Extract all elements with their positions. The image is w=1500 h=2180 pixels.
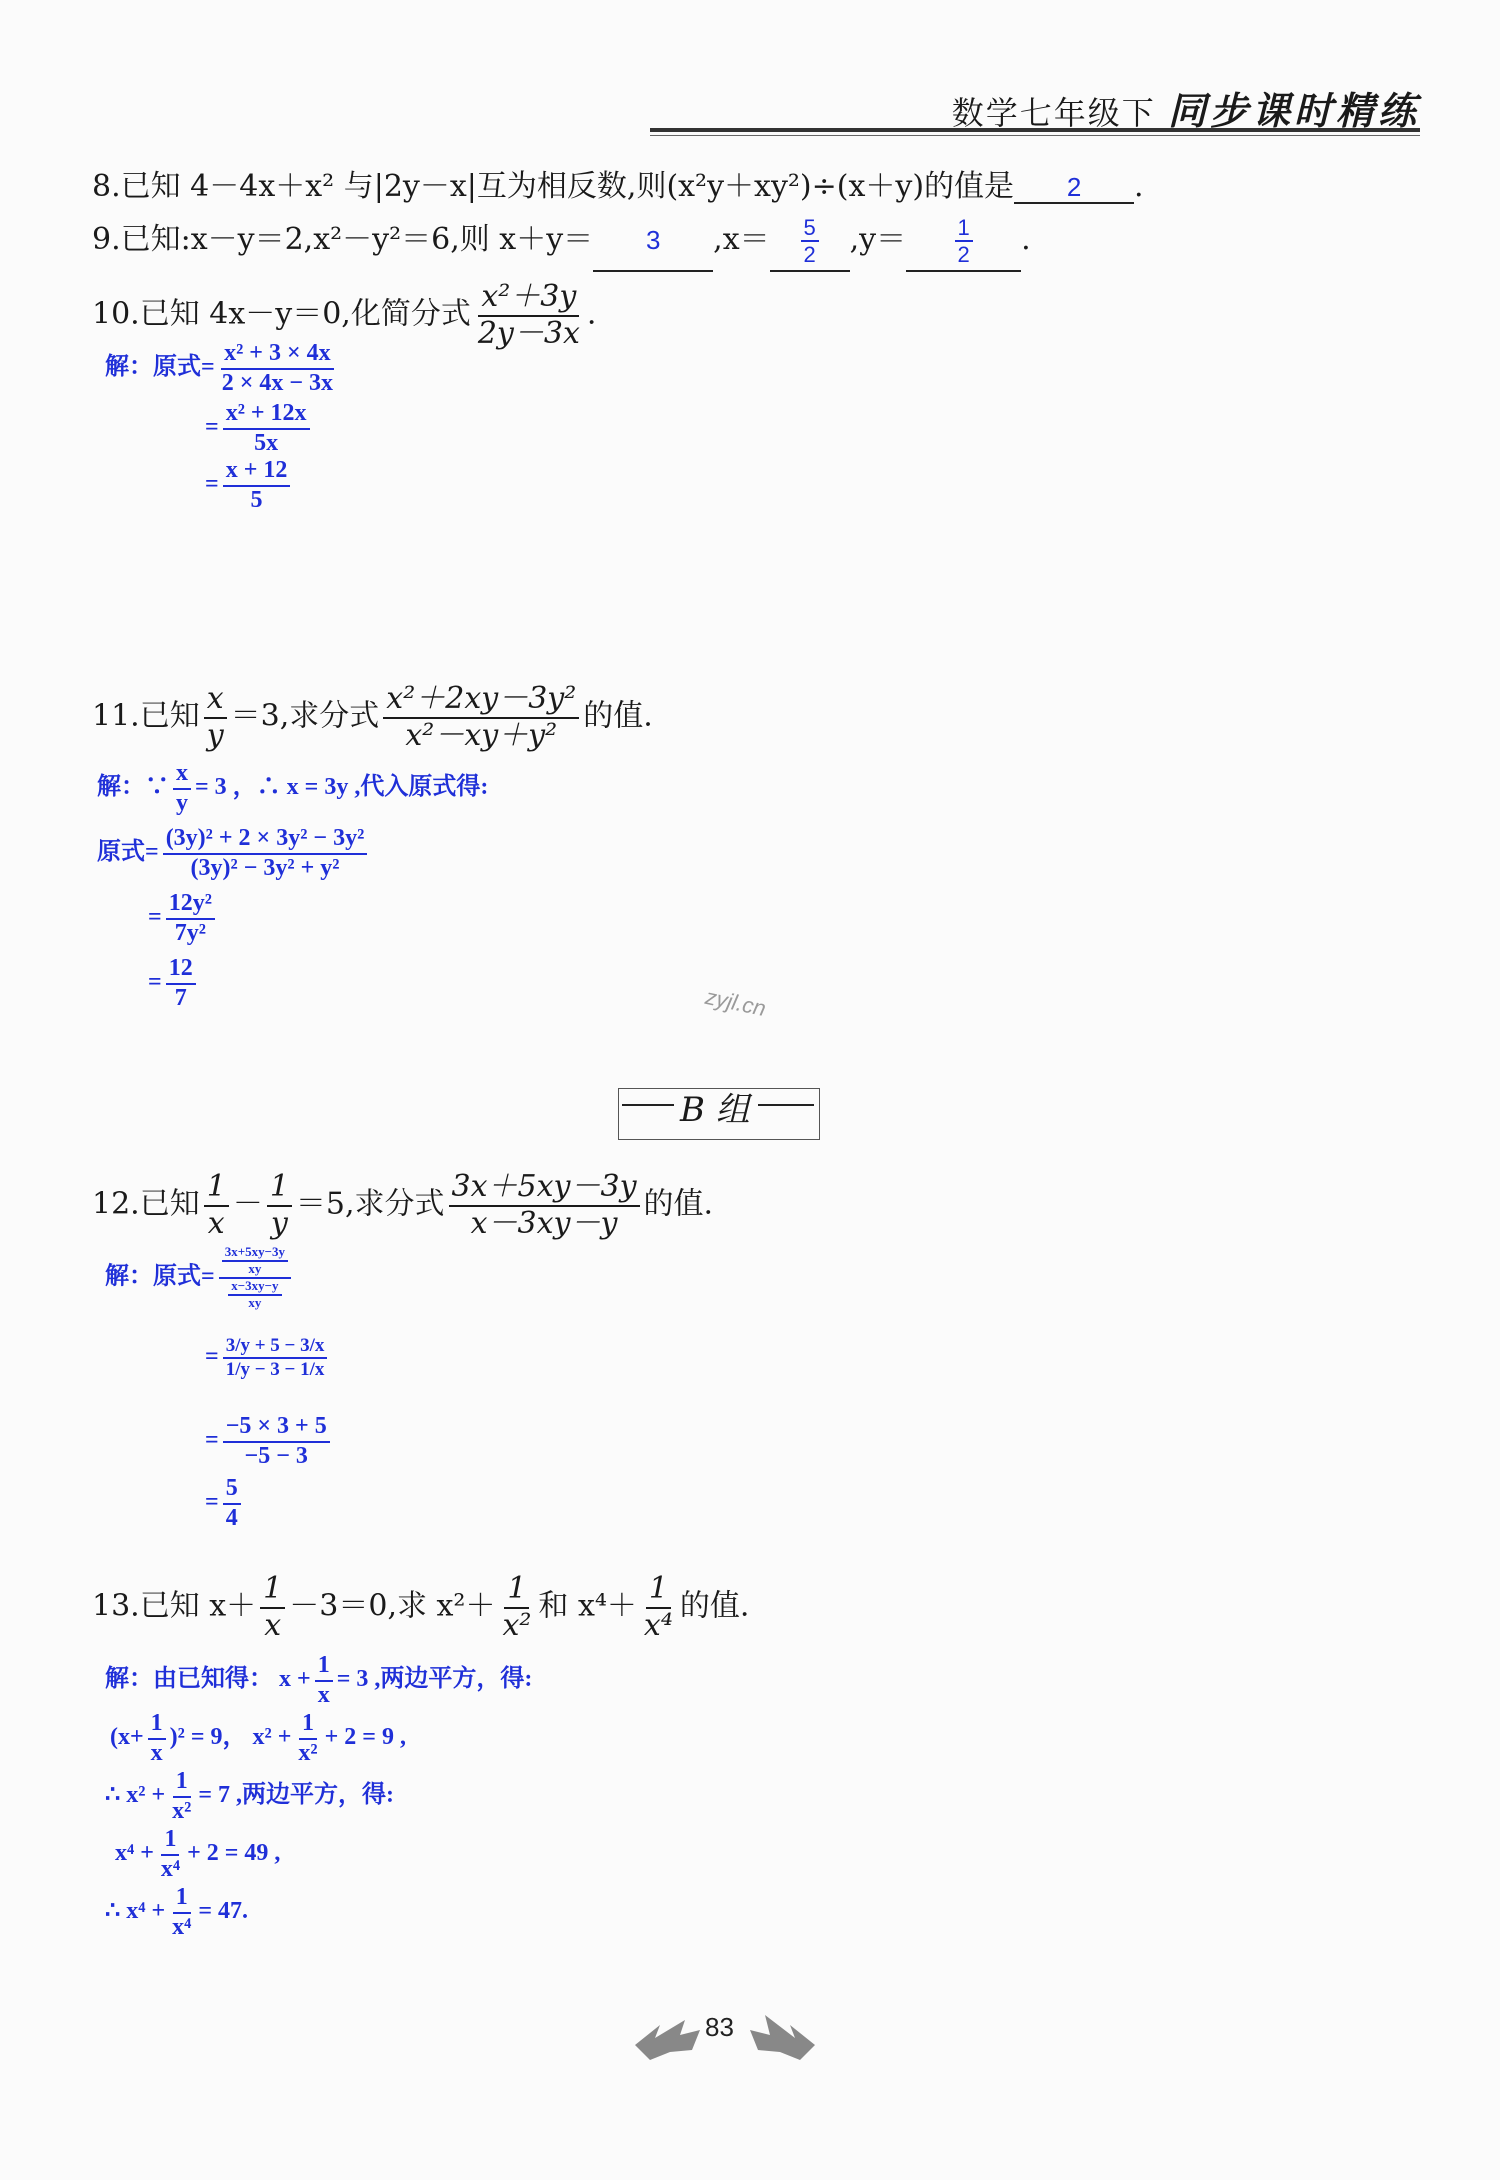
book-title: 数学七年级下 <box>951 94 1156 132</box>
answer-9-x: $\frac{5}{2}$ <box>801 215 819 268</box>
solution-13-line4: x⁴ + $\frac{1}{\text{x⁴}}$ + 2 = 49 , <box>115 1826 281 1882</box>
watermark: zyjl.cn <box>703 983 769 1022</box>
solution-13-line5: ∴ x⁴ + $\frac{1}{\text{x⁴}}$ = 47. <box>105 1884 249 1940</box>
solution-10-step1: $\frac{\text{x² + 3 × 4x}}{2 \times 4x - 3x}$ <box>221 340 334 396</box>
solution-12-step1: 解：原式= $\frac{\frac{3x+5xy-3y}{xy}}{\frac{x-3xy-y}{xy}}$ <box>105 1245 295 1311</box>
fraction-11: $\frac{\text{x²＋2xy－3y²}}{\text{x²－xy＋y²}}$ <box>383 682 579 753</box>
solution-13-line2: (x+ $\frac{1}{x}$ )² = 9， x² + $\frac{1}{\text{x²}}$ + 2 = 9 , <box>110 1710 406 1766</box>
section-b-title: B 组 <box>680 1090 750 1130</box>
solution-10-step2: = $\frac{\text{x² + 12x}}{5x}$ <box>205 400 314 457</box>
problem-9: 9.已知:x－y＝2,x²－y²＝6,则 x＋y＝ 3 ,x＝ $\frac{5}{2}$ ,y＝ $\frac{1}{2}$ . <box>92 210 1031 272</box>
solution-12-step4: = $\frac{5}{4}$ <box>205 1475 245 1532</box>
section-b-rule-left <box>622 1104 674 1106</box>
header <box>952 80 1420 135</box>
problem-10: 10.已知 4x－y＝0,化简分式 $\frac{\text{x²＋3y}}{2y-3x}$ . <box>92 279 597 351</box>
solution-11-step2: = $\frac{\text{12y²}}{\text{7y²}}$ <box>148 890 219 947</box>
solution-11-line1: 解：∵ $\frac{x}{y}$ = 3 ，∴ x = 3y ,代入原式得: <box>97 760 489 816</box>
solution-11-step1: 原式= $\frac{\text{(3y)² + 2 × 3y² − 3y²}}{\text{(3y)² − 3y² + y²}}$ <box>97 825 371 882</box>
solution-11-step3: = $\frac{12}{7}$ <box>148 955 200 1012</box>
page-number: 83 <box>705 2012 734 2042</box>
header-rule-thin <box>650 135 1420 136</box>
series-title: 同步课时精练 <box>1167 89 1420 133</box>
solution-13-line1: 解：由已知得： x + $\frac{1}{x}$ = 3 ,两边平方，得: <box>105 1652 533 1708</box>
solution-13-line3: ∴ x² + $\frac{1}{\text{x²}}$ = 7 ,两边平方，得: <box>105 1768 395 1824</box>
fraction-10: $\frac{\text{x²＋3y}}{2y-3x}$ <box>477 279 580 351</box>
solution-12-step3: = $\frac{-5 \times 3 + 5}{-5 - 3}$ <box>205 1413 334 1470</box>
answer-9-y: $\frac{1}{2}$ <box>955 215 973 268</box>
answer-9-sum: 3 <box>645 225 661 255</box>
solution-12-step2: = $\frac{3/y + 5 - 3/x}{1/y - 3 - 1/x}$ <box>205 1335 331 1381</box>
solution-10-step3: = $\frac{x + 12}{5}$ <box>205 457 294 514</box>
fraction-12: $\frac{3x+5xy-3y}{x-3xy-y}$ <box>449 1170 640 1241</box>
problem-12: 12.已知 $\frac{1}{x}$ － $\frac{1}{y}$ ＝5,求分式 $\frac{3x+5xy-3y}{x-3xy-y}$ 的值. <box>92 1169 714 1241</box>
problem-8: 8.已知 4－4x＋x² 与|2y－x|互为相反数,则(x²y＋xy²)÷(x＋y)的值是 2 . <box>92 169 1144 204</box>
solution-10: 解：原式= $\frac{\text{x² + 3 × 4x}}{2 \times 4x - 3x}$ <box>105 340 340 397</box>
section-b-rule-right <box>758 1104 814 1106</box>
problem-11: 11.已知 $\frac{x}{y}$ ＝3,求分式 $\frac{\text{x²＋2xy－3y²}}{\text{x²－xy＋y²}}$ 的值. <box>92 681 653 753</box>
problem-13: 13.已知 x＋ $\frac{1}{x}$ －3＝0,求 x²＋ $\frac{1}{\text{x²}}$ 和 x⁴＋ $\frac{1}{\text{x⁴}}$ 的值. <box>92 1571 750 1643</box>
header-rule <box>650 128 1420 132</box>
answer-8: 2 <box>1066 172 1082 202</box>
